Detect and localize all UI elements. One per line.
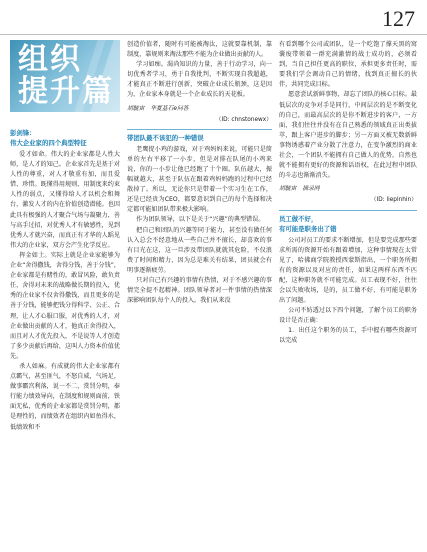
article-1-paragraph: 挥金如土。实际上就是企业家能够为企业“舍得撒钱，舍得分钱，善于分钱”，企业家都是有赌性的，敢冒风险，敢负责任，舍得对未来的战略做长期的投入，优秀的企业家不仅舍得撒钱，而且更多的是善于分钱，能够把钱分得科学、公正、合理，让人才心服口服，对优秀的人才，对企业做出贡献的人才，他真正舍得投入，而且对人才优先投入，不是说等人才创造了多少贡献后再给，这叫人力资本价值优先。: [10, 251, 120, 360]
article-1-paragraph: 杀人如麻。有成就的伟大企业家都有点霸气，甚至匪气，不怒自威，气场足，做事霸宫利落，说一不二，赏罚分明，奉行能力绩效导向，在制度和规则面前，铁面无私，优秀的企业家都是赏罚分明，都是理性的，而绩效者在组织内如鱼得水，低绩效和不: [10, 362, 120, 431]
article-1-paragraph: 创造价值者，随时有可能被淘汰，这就要靠机制，靠制度，靠规则来淘汰那些不能为企业做出贡献的人。: [127, 41, 272, 59]
article-2-paragraph: 老鹰捉小鸡的游戏，对于鸡妈妈来说，可能只是简单的左右平移了一小步，但是对排在队尾的小鸡来说，你的一小步让他已经跑了十个圈。队伍越大，振幅就越大，甚至于队伍在跟着鸡妈妈跑的过程中已经散掉了。所以，无论你只是带着一个实习生在工作，还是已经贵为CEO，都要意识到自己的每个选择和决定都可能如团队带来极大影响。: [127, 145, 272, 214]
banner-title-line-1: 组织: [18, 42, 82, 77]
article-3-paragraph: 公司不妨透过以下四个问题，了解个员工的职务设计是否正确：: [279, 307, 417, 325]
article-2-paragraph: 有看到哪个公司或团队，是一个吃饱了撑天黑的窝囊废带领着一群充满激情的战士成功的，必须看到，当自己担任更高的职位，承担更多责任时，需要我们学会调动自己的情绪，找到真正擅长的伙伴，共同完成目标。: [279, 41, 417, 89]
banner-title: [18, 44, 114, 108]
article-1-author: 彭剑锋：: [10, 129, 36, 137]
article-3-paragraph: 1．出任这个职务的员工，手中握有哪些资源可以完成: [279, 327, 417, 345]
section-banner: [10, 40, 120, 112]
article-2-source: 胡毓宙 摘录网: [279, 186, 320, 193]
page-number: 127: [382, 6, 415, 31]
column-1: [10, 40, 120, 433]
article-2-paragraph: 只对自己有兴趣的事情有热情，对于不感兴趣的事情完全提不起精神。团队领导者对一件事情的热情深深影响团队每个人的投入。我们从来没: [127, 276, 272, 305]
article-2-paragraph: 作为团队领导，以下是关于“兴趣”的典型错误。: [136, 216, 265, 224]
article-3-title-line-2: 有可能是职务出了错: [279, 224, 337, 233]
article-2-paragraph: 愿意尝试新鲜事物，却忘了团队的核心目标。最低层次的竞争对手是同行，中间层次的是不断变化的自己，而最高层次的是你不断进步的客户，一方面，我们往往并没有在自己熟悉的领域真正出类拔萃，跟上客户进步的脚步；另一方面又被无数新鲜事物诱惑着产业分散了注意力，在变争激烈的商业社会，一个团队不能拥有自己做人的优势，自然也就不能拥有更好的资源和话语权，在此过程中团队的斗志也渐渐消失。: [279, 91, 417, 180]
article-1-title: 伟大企业家的四个典型特征: [10, 139, 87, 147]
banner-title-line-2: 提升篇: [18, 74, 114, 109]
column-3: [279, 40, 417, 347]
article-1-headline: [10, 128, 120, 148]
article-1-paragraph: 学习如痴。渴尚知识的力量，善于行动学习，向一切优秀者学习，勇于自我批判，不断实现自我超越，才能真正不断进行创新，突破企业成长瓶颈，这是因为，企业家本身就是一个企业成长的天花板。: [127, 61, 272, 99]
article-2-paragraph: 把自己和团队的兴趣等同于能力，甚至没有做任何认入总会不经意地从一些自己并不擅长，却喜欢的事有目光在这，这一旦涉及带团队就就其危险，不仅浪费了时间和精力，因为总是难关有结果，团员就会有明事逐渐疲劳。: [127, 226, 272, 274]
article-1-paragraph: 爱才如命。伟大的企业家都是人性大师，是人才的知己。企业家首先是基于对人性的尊重，对人才敬重有加，而且爱惜、珍惜。既懂得用规则、用制度来约束人性的弱点，又懂得给人才以机会和舞台，激发人才的内在价值创造潜能。也因此具有极强的人才聚合气场与凝聚力，善与高手过招，对优秀人才有敏感性，见到优秀人才就兴奋，而真正有才华的人蹈见伟大的企业家，双方会产生化学反应。: [10, 151, 120, 249]
header-rule: [0, 34, 427, 35]
article-2-credit: （ID: lieplnhin）: [370, 197, 417, 204]
article-3-paragraph: 公司对员工的要求不断增加，但是要完成那些要求所需的资源开始有跟着增加，这种事情现在太常见了，哈佛商学院教授西蒙斯指出，一个职务所拥有的资源以及对应的责任，如果这两样东西不匹配，这种职务就不可能完成。员工表现不好，往往会以失败收场，是的，员工做不好，有可能是职务出了问题。: [279, 236, 417, 305]
article-3-title-line-1: 员工做不好，: [279, 214, 318, 223]
article-1-credit: （ID: chnstonewx）: [215, 116, 272, 123]
article-1-source: 胡毓宙 华夏基石e问答: [127, 105, 189, 112]
column-2: [127, 40, 272, 306]
article-3-headline: [279, 210, 417, 234]
article-2-title: 带团队最不该犯的一种错误: [127, 129, 272, 143]
